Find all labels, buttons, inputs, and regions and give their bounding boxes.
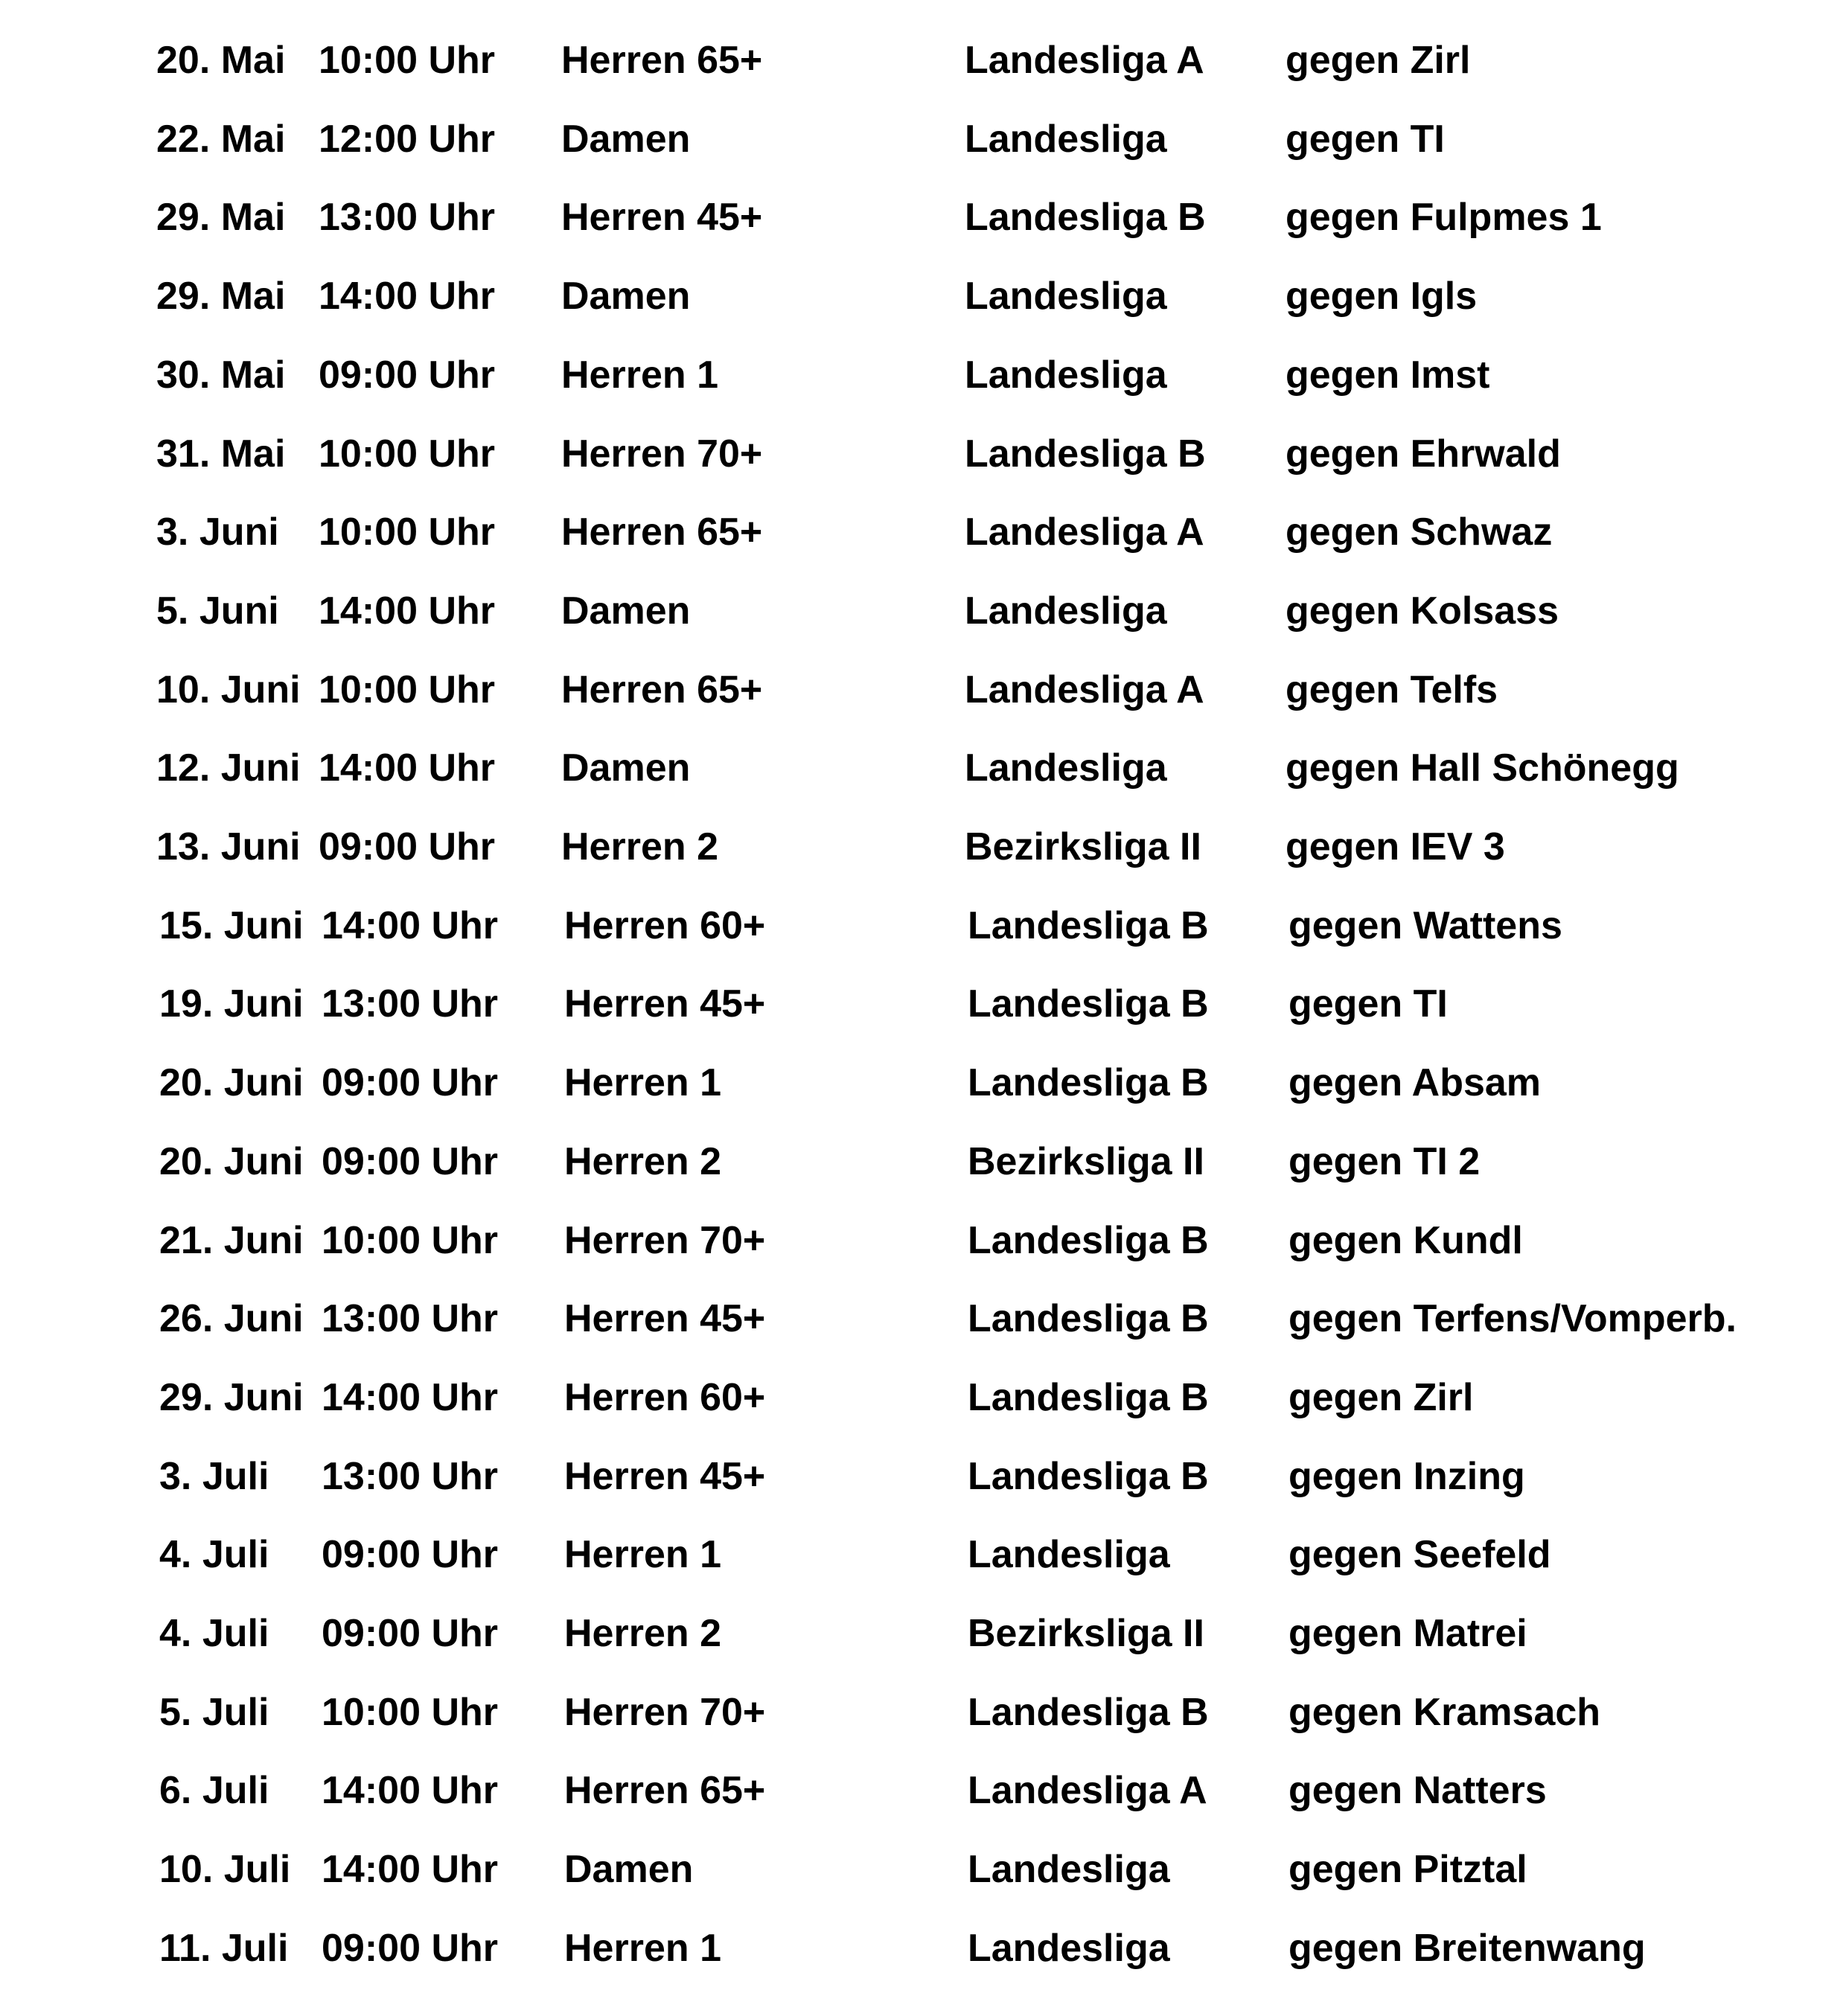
schedule-row xyxy=(0,650,1846,729)
team-name: Herren 65+ xyxy=(564,1769,766,1812)
match-time: 09:00 Uhr xyxy=(322,1533,498,1576)
league-name: Landesliga B xyxy=(968,1691,1209,1734)
schedule-row xyxy=(0,1201,1846,1280)
league-name: Landesliga xyxy=(965,589,1167,633)
match-date: 31. Mai xyxy=(156,432,286,476)
opponent-name: gegen Schwaz xyxy=(1286,511,1553,554)
match-time: 09:00 Uhr xyxy=(322,1140,498,1183)
match-date: 6. Juli xyxy=(159,1769,269,1812)
match-time: 13:00 Uhr xyxy=(322,1455,498,1498)
match-date: 3. Juli xyxy=(159,1455,269,1498)
team-name: Herren 45+ xyxy=(564,982,766,1025)
schedule-row xyxy=(0,1358,1846,1437)
schedule-row xyxy=(0,1279,1846,1358)
opponent-name: gegen Breitenwang xyxy=(1288,1927,1646,1970)
schedule-row xyxy=(0,1515,1846,1594)
match-time: 13:00 Uhr xyxy=(319,196,495,239)
league-name: Landesliga B xyxy=(968,904,1209,947)
team-name: Herren 1 xyxy=(564,1533,721,1576)
team-name: Damen xyxy=(561,118,691,161)
schedule-row xyxy=(0,886,1846,965)
match-time: 14:00 Uhr xyxy=(319,275,495,318)
match-date: 5. Juli xyxy=(159,1691,269,1734)
team-name: Herren 2 xyxy=(561,825,718,868)
match-time: 10:00 Uhr xyxy=(319,668,495,711)
opponent-name: gegen Absam xyxy=(1288,1061,1542,1104)
league-name: Landesliga B xyxy=(965,196,1206,239)
league-name: Landesliga B xyxy=(968,1061,1209,1104)
opponent-name: gegen TI xyxy=(1286,118,1445,161)
match-date: 10. Juni xyxy=(156,668,301,711)
match-date: 11. Juli xyxy=(159,1927,289,1970)
match-date: 21. Juni xyxy=(159,1219,304,1262)
schedule-row xyxy=(0,493,1846,572)
league-name: Landesliga A xyxy=(965,668,1204,711)
league-name: Landesliga B xyxy=(965,432,1206,476)
league-name: Landesliga B xyxy=(968,982,1209,1025)
team-name: Herren 1 xyxy=(561,353,718,397)
league-name: Landesliga A xyxy=(965,511,1204,554)
team-name: Herren 60+ xyxy=(564,904,766,947)
match-date: 15. Juni xyxy=(159,904,304,947)
opponent-name: gegen IEV 3 xyxy=(1286,825,1505,868)
match-time: 12:00 Uhr xyxy=(319,118,495,161)
opponent-name: gegen Imst xyxy=(1286,353,1490,397)
match-time: 10:00 Uhr xyxy=(322,1219,498,1262)
opponent-name: gegen Zirl xyxy=(1286,39,1471,82)
match-date: 22. Mai xyxy=(156,118,286,161)
opponent-name: gegen Ehrwald xyxy=(1286,432,1561,476)
match-date: 4. Juli xyxy=(159,1612,269,1655)
match-date: 29. Mai xyxy=(156,196,286,239)
team-name: Herren 2 xyxy=(564,1140,721,1183)
team-name: Herren 70+ xyxy=(564,1219,766,1262)
league-name: Landesliga xyxy=(968,1848,1170,1891)
opponent-name: gegen Telfs xyxy=(1286,668,1498,711)
team-name: Herren 70+ xyxy=(561,432,763,476)
match-time: 14:00 Uhr xyxy=(322,1769,498,1812)
match-time: 14:00 Uhr xyxy=(322,1376,498,1419)
schedule-row xyxy=(0,1673,1846,1752)
schedule-row xyxy=(0,964,1846,1043)
team-name: Damen xyxy=(564,1848,694,1891)
schedule-row xyxy=(0,729,1846,807)
league-name: Landesliga xyxy=(968,1927,1170,1970)
match-time: 09:00 Uhr xyxy=(322,1612,498,1655)
match-time: 13:00 Uhr xyxy=(322,982,498,1025)
schedule-row xyxy=(0,1909,1846,1988)
league-name: Landesliga B xyxy=(968,1219,1209,1262)
opponent-name: gegen Seefeld xyxy=(1288,1533,1551,1576)
team-name: Herren 60+ xyxy=(564,1376,766,1419)
team-name: Damen xyxy=(561,589,691,633)
league-name: Landesliga xyxy=(965,275,1167,318)
opponent-name: gegen Inzing xyxy=(1288,1455,1525,1498)
league-name: Bezirksliga II xyxy=(965,825,1201,868)
match-time: 09:00 Uhr xyxy=(322,1061,498,1104)
match-time: 14:00 Uhr xyxy=(322,904,498,947)
team-name: Herren 65+ xyxy=(561,39,763,82)
match-time: 09:00 Uhr xyxy=(319,353,495,397)
match-time: 10:00 Uhr xyxy=(319,432,495,476)
match-date: 5. Juni xyxy=(156,589,279,633)
opponent-name: gegen Zirl xyxy=(1288,1376,1474,1419)
match-time: 10:00 Uhr xyxy=(319,39,495,82)
match-time: 09:00 Uhr xyxy=(319,825,495,868)
team-name: Damen xyxy=(561,746,691,790)
opponent-name: gegen Igls xyxy=(1286,275,1478,318)
schedule-row xyxy=(0,257,1846,336)
match-time: 09:00 Uhr xyxy=(322,1927,498,1970)
match-date: 19. Juni xyxy=(159,982,304,1025)
opponent-name: gegen Fulpmes 1 xyxy=(1286,196,1602,239)
match-time: 10:00 Uhr xyxy=(319,511,495,554)
league-name: Landesliga B xyxy=(968,1297,1209,1340)
team-name: Herren 45+ xyxy=(564,1455,766,1498)
team-name: Herren 1 xyxy=(564,1061,721,1104)
schedule-row xyxy=(0,336,1846,415)
team-name: Herren 65+ xyxy=(561,511,763,554)
league-name: Landesliga B xyxy=(968,1376,1209,1419)
schedule-row xyxy=(0,807,1846,886)
league-name: Landesliga xyxy=(965,353,1167,397)
opponent-name: gegen Matrei xyxy=(1288,1612,1527,1655)
match-time: 10:00 Uhr xyxy=(322,1691,498,1734)
team-name: Herren 45+ xyxy=(564,1297,766,1340)
match-date: 12. Juni xyxy=(156,746,301,790)
opponent-name: gegen Hall Schönegg xyxy=(1286,746,1679,790)
league-name: Landesliga xyxy=(965,118,1167,161)
team-name: Herren 45+ xyxy=(561,196,763,239)
league-name: Bezirksliga II xyxy=(968,1140,1204,1183)
opponent-name: gegen TI xyxy=(1288,982,1448,1025)
schedule-row xyxy=(0,178,1846,257)
match-date: 13. Juni xyxy=(156,825,301,868)
schedule-row xyxy=(0,1437,1846,1516)
opponent-name: gegen Kolsass xyxy=(1286,589,1559,633)
league-name: Landesliga xyxy=(965,746,1167,790)
league-name: Landesliga A xyxy=(968,1769,1207,1812)
league-name: Landesliga xyxy=(968,1533,1170,1576)
team-name: Herren 70+ xyxy=(564,1691,766,1734)
match-date: 20. Juni xyxy=(159,1140,304,1183)
schedule-row xyxy=(0,21,1846,100)
match-date: 20. Juni xyxy=(159,1061,304,1104)
match-time: 13:00 Uhr xyxy=(322,1297,498,1340)
match-date: 30. Mai xyxy=(156,353,286,397)
schedule-row xyxy=(0,1594,1846,1673)
match-time: 14:00 Uhr xyxy=(322,1848,498,1891)
match-date: 26. Juni xyxy=(159,1297,304,1340)
team-name: Damen xyxy=(561,275,691,318)
opponent-name: gegen Pitztal xyxy=(1288,1848,1527,1891)
match-date: 10. Juli xyxy=(159,1848,291,1891)
schedule-row xyxy=(0,1751,1846,1830)
schedule-row xyxy=(0,415,1846,493)
match-date: 4. Juli xyxy=(159,1533,269,1576)
team-name: Herren 1 xyxy=(564,1927,721,1970)
schedule-row xyxy=(0,1122,1846,1201)
team-name: Herren 2 xyxy=(564,1612,721,1655)
match-date: 29. Mai xyxy=(156,275,286,318)
schedule-row xyxy=(0,1830,1846,1909)
opponent-name: gegen TI 2 xyxy=(1288,1140,1481,1183)
league-name: Landesliga B xyxy=(968,1455,1209,1498)
opponent-name: gegen Kundl xyxy=(1288,1219,1523,1262)
opponent-name: gegen Kramsach xyxy=(1288,1691,1601,1734)
opponent-name: gegen Wattens xyxy=(1288,904,1562,947)
opponent-name: gegen Natters xyxy=(1288,1769,1547,1812)
match-date: 29. Juni xyxy=(159,1376,304,1419)
match-date: 3. Juni xyxy=(156,511,279,554)
match-time: 14:00 Uhr xyxy=(319,746,495,790)
opponent-name: gegen Terfens/Vomperb. xyxy=(1288,1297,1737,1340)
league-name: Landesliga A xyxy=(965,39,1204,82)
schedule-row xyxy=(0,100,1846,179)
schedule-row xyxy=(0,1043,1846,1122)
team-name: Herren 65+ xyxy=(561,668,763,711)
match-date: 20. Mai xyxy=(156,39,286,82)
match-time: 14:00 Uhr xyxy=(319,589,495,633)
schedule-row xyxy=(0,572,1846,650)
league-name: Bezirksliga II xyxy=(968,1612,1204,1655)
